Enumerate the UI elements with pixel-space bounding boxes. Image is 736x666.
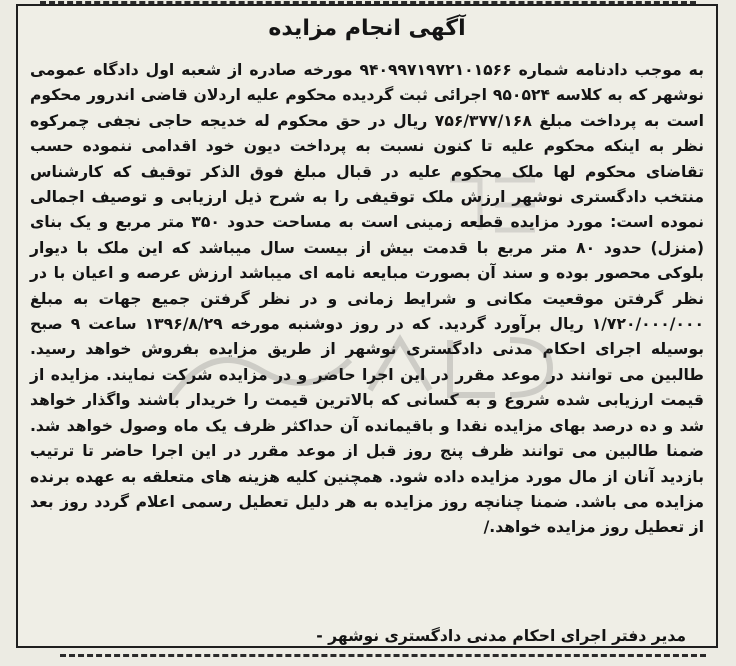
bottom-dashed-border [60,654,706,657]
notice-frame [16,4,718,648]
notice-title: آگهی انجام مزایده [268,16,466,41]
notice-body: به موجب دادنامه شماره ۹۴۰۹۹۷۱۹۷۲۱۰۱۵۶۶ مورخه صادره از شعبه اول دادگاه عمومی نوشهر که به کلاسه ۹۵۰۵۲۴ اجرائی ثبت گردیده محکوم علیه اردلان قاضی اندرور محکوم است به پرداخت مبلغ ۷۵۶/۳۷۷/۱۶۸ ریال در حق محکوم له خدیجه حاجی نجفی چمرکوه نظر به اینکه محکوم علیه تا کنون نسبت به پرداخت دیون خود اقدامی ننموده حسب تقاضای محکوم لها ملک محکوم علیه در قبال مبلغ فوق الذکر توقیف که کارشناس منتخب دادگستری نوشهر ارزش ملک توقیفی را به شرح ذیل ارزیابی و توصیف اجمالی نموده است: مورد مزایده قطعه زمینی است به مساحت حدود ۳۵۰ متر مربع و یک بنای (منزل) حدود ۸۰ متر مربع با قدمت بیش از بیست سال میباشد که این ملک با دیوار بلوکی محصور بوده و سند آن بصورت مبایعه نامه ای میباشد ارزش عرصه و اعیان با در نظر گرفتن موقعیت مکانی و شرایط زمانی و در نظر گرفتن جمیع جهات به مبلغ ۱/۷۲۰/۰۰۰/۰۰۰ ریال برآورد گردید. که در روز دوشنبه مورخه ۱۳۹۶/۸/۲۹ ساعت ۹ صبح بوسیله اجرای احکام مدنی دادگستری نوشهر از طریق مزایده بفروش خواهد رسید. طالبین می توانند در موعد مقرر در این اجرا حاضر و در مزایده شرکت نمایند. مزایده از قیمت ارزیابی شده شروع و به کسانی که بالاترین قیمت را خریدار باشند واگذار خواهد شد و ده درصد بهای مزایده نقدا و باقیمانده آن حداکثر ظرف یک ماه وصول خواهد شد. ضمنا طالبین می توانند ظرف پنج روز قبل از موعد مقرر در این اجرا حاضر تا ترتیب بازدید آنان از مال مورد مزایده داده شود. همچنین کلیه هزینه های متعلقه به عهده برنده مزایده می باشد. ضمنا چنانچه روز مزایده به هر دلیل تعطیل رسمی اعلام گردد روز بعد از تعطیل روز مزایده خواهد./ [30,61,704,537]
notice-signature: مدیر دفتر اجرای احکام مدنی دادگستری نوشهر - [316,627,686,645]
